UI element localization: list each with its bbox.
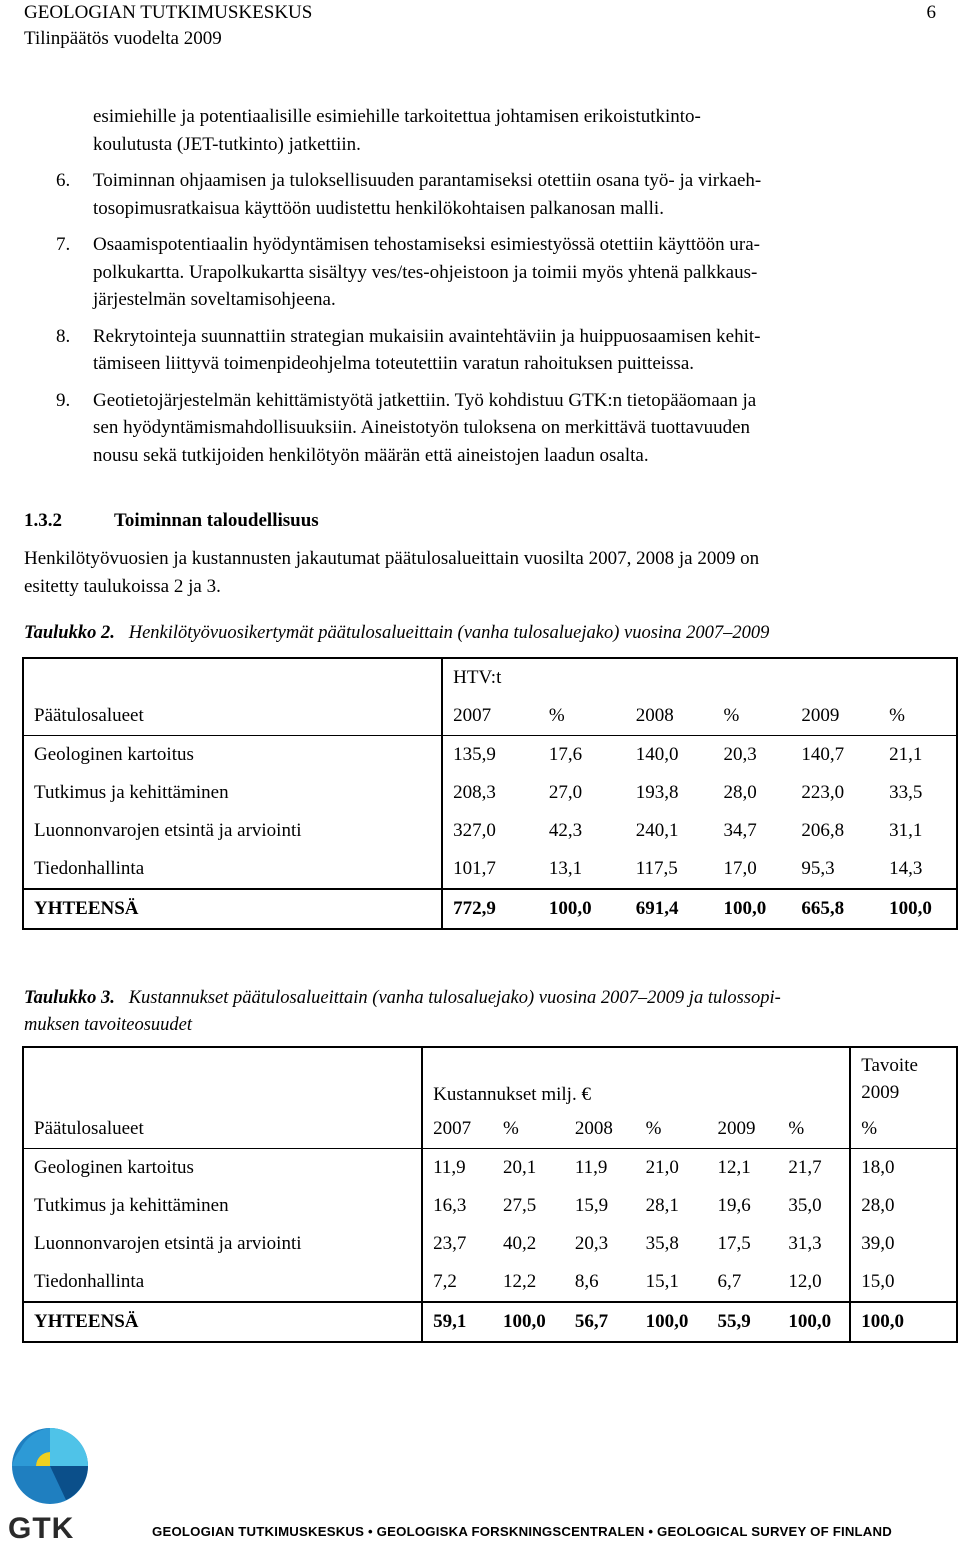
page-footer: [0, 1420, 960, 1549]
table-row: [23, 1149, 957, 1188]
table-cell: 40,2: [502, 1233, 537, 1254]
row-label: Tiedonhallinta: [23, 1263, 422, 1302]
target-header: [850, 1047, 957, 1110]
table-cell: 6,7: [717, 1271, 742, 1292]
column-header: 2009: [791, 697, 879, 736]
list-line: Geotietojärjestelmän kehittämistyötä jatkettiin. Työ kohdistuu GTK:n tietopääomaan ja: [93, 389, 757, 411]
footer-org-line: GEOLOGIAN TUTKIMUSKESKUS • GEOLOGISKA FORSKNINGSCENTRALEN • GEOLOGICAL SURVEY OF FINLAND: [152, 1524, 892, 1539]
row-label: Luonnonvarojen etsintä ja arviointi: [23, 1225, 422, 1263]
table-cell: 101,7: [453, 858, 496, 879]
table-cell: 21,7: [788, 1157, 822, 1178]
table-cell: 28,1: [645, 1195, 679, 1216]
list-line: koulutusta (JET-tutkinto) jatkettiin.: [93, 133, 361, 155]
table3-caption-label: Taulukko 3.: [24, 988, 115, 1008]
gtk-globe-logo-icon: [6, 1420, 106, 1520]
table-total-row: [23, 889, 957, 929]
list-item: [56, 387, 916, 470]
table-cell: 20,3: [574, 1233, 609, 1254]
numbered-list: [56, 103, 916, 478]
table-row: [23, 736, 957, 775]
table-cell: 140,0: [635, 744, 679, 765]
table-row: [23, 774, 957, 812]
table-cell: 28,0: [723, 782, 757, 803]
table-cell: 31,1: [889, 820, 923, 841]
target-header-line: Tavoite: [861, 1055, 918, 1076]
list-item: [56, 167, 916, 222]
column-header: %: [493, 1110, 565, 1149]
column-header: Päätulosalueet: [23, 1110, 422, 1149]
section-heading: [24, 507, 319, 535]
table-cell: 16,3: [433, 1195, 467, 1216]
table-row: [23, 1187, 957, 1225]
row-label: Tutkimus ja kehittäminen: [23, 774, 442, 812]
table-cell: 11,9: [574, 1157, 608, 1178]
table3: [22, 1046, 958, 1343]
table-cell: 28,0: [850, 1187, 957, 1225]
table3-caption: [24, 985, 914, 1039]
table-cell: 193,8: [635, 782, 679, 803]
column-header: 2008: [626, 697, 714, 736]
table-cell: 140,7: [801, 744, 845, 765]
table-cell: 117,5: [635, 858, 678, 879]
table-header-row: [23, 1110, 957, 1149]
table-cell: 12,2: [502, 1271, 537, 1292]
table-header-row: [23, 1047, 957, 1110]
list-line: Rekrytointeja suunnattiin strategian mukaisiin avaintehtäviin ja huippuosaamisen kehit-: [93, 325, 761, 347]
list-line: järjestelmän soveltamisohjeena.: [93, 289, 336, 310]
page-header: [24, 0, 936, 52]
table-cell: 100,0: [778, 1302, 850, 1342]
table-cell: 17,0: [723, 858, 757, 879]
list-line: tämiseen liittyvä toimenpideohjelma toteutettiin varatun rahoituksen puitteissa.: [93, 353, 694, 374]
table-cell: 11,9: [433, 1157, 466, 1178]
table3-caption-text: muksen tavoiteosuudet: [24, 1015, 192, 1035]
group-header: HTV:t: [453, 667, 502, 688]
list-number: 8.: [56, 325, 71, 347]
table-header-row: [23, 658, 957, 697]
row-label: Geologinen kartoitus: [23, 1149, 422, 1188]
column-header: 2007: [442, 697, 539, 736]
table-cell: 95,3: [801, 858, 835, 879]
list-line: Osaamispotentiaalin hyödyntämisen tehostamiseksi esimiestyössä otettiin käyttöön ura-: [93, 234, 760, 255]
table-cell: 19,6: [717, 1195, 751, 1216]
table-cell: 100,0: [713, 889, 791, 929]
table2: [22, 657, 958, 930]
column-header: 2009: [708, 1110, 779, 1149]
row-label: Tutkimus ja kehittäminen: [23, 1187, 422, 1225]
table-cell: 27,5: [502, 1195, 537, 1216]
table2-caption: [24, 620, 914, 647]
table-cell: 42,3: [548, 820, 583, 841]
row-label: Geologinen kartoitus: [23, 736, 442, 775]
section-number: 1.3.2: [24, 510, 62, 531]
table-cell: 100,0: [539, 889, 626, 929]
table-cell: 20,3: [723, 744, 757, 765]
table-cell: 100,0: [636, 1302, 708, 1342]
table-cell: 14,3: [889, 858, 923, 879]
paragraph-line: Henkilötyövuosien ja kustannusten jakautumat päätulosalueittain vuosilta 2007, 2008 ja 2009 on: [24, 548, 760, 569]
table-cell: 240,1: [635, 820, 679, 841]
list-item-continuation: [56, 103, 916, 158]
table-cell: 33,5: [889, 782, 923, 803]
table2-caption-text: Henkilötyövuosikertymät päätulosalueittain (vanha tulosaluejako) vuosina 2007–2009: [128, 623, 770, 643]
table-cell: 34,7: [723, 820, 757, 841]
table-cell: 135,9: [453, 744, 496, 765]
list-line: esimiehille ja potentiaalisille esimiehille tarkoitettua johtamisen erikoistutkinto-: [93, 106, 701, 127]
column-header: Päätulosalueet: [23, 697, 442, 736]
list-line: Toiminnan ohjaamisen ja tuloksellisuuden parantamiseksi otettiin osana työ- ja virkaeh-: [93, 170, 762, 191]
column-header: %: [850, 1110, 957, 1149]
table-cell: 100,0: [493, 1302, 565, 1342]
table-cell: 17,6: [548, 744, 583, 765]
target-header-line: 2009: [861, 1082, 900, 1103]
table-cell: 31,3: [788, 1233, 822, 1254]
row-label: Tiedonhallinta: [23, 850, 442, 889]
list-line: sen hyödyntämismahdollisuuksiin. Aineistotyön tuloksena on merkittävä tuottavuuden: [93, 417, 751, 438]
column-header: %: [539, 697, 626, 736]
table-cell: 13,1: [548, 858, 583, 879]
column-header: %: [778, 1110, 850, 1149]
list-item: [56, 231, 916, 314]
column-header: 2007: [422, 1110, 493, 1149]
paragraph-line: esitetty taulukoissa 2 ja 3.: [24, 576, 221, 597]
list-line: polkukartta. Urapolkukartta sisältyy ves/tes-ohjeistoon ja toimii myös yhtenä palkkaus-: [93, 261, 758, 283]
list-number: 7.: [56, 234, 71, 255]
table-cell: 100,0: [850, 1302, 957, 1342]
table-cell: 15,1: [645, 1271, 679, 1292]
table-cell: 100,0: [879, 889, 957, 929]
table-cell: 35,0: [788, 1195, 822, 1216]
table-cell: 18,0: [850, 1149, 957, 1188]
table-cell: 8,6: [574, 1271, 599, 1292]
column-header: %: [636, 1110, 708, 1149]
table-cell: 23,7: [433, 1233, 467, 1254]
body-paragraph: [24, 545, 936, 601]
table-row: [23, 812, 957, 850]
column-header: 2008: [565, 1110, 636, 1149]
table-cell: 15,9: [574, 1195, 609, 1216]
table-cell: 12,0: [788, 1271, 822, 1292]
column-header: %: [713, 697, 791, 736]
row-label: Luonnonvarojen etsintä ja arviointi: [23, 812, 442, 850]
table-cell: 27,0: [548, 782, 583, 803]
gtk-wordmark: GTK: [8, 1512, 75, 1545]
table-cell: 223,0: [801, 782, 845, 803]
table-cell: 21,0: [645, 1157, 679, 1178]
list-item: [56, 323, 916, 378]
table-header-row: [23, 697, 957, 736]
table-row: [23, 1225, 957, 1263]
table-cell: 59,1: [422, 1302, 493, 1342]
table-cell: 15,0: [850, 1263, 957, 1302]
table-cell: 691,4: [626, 889, 714, 929]
table-cell: 772,9: [442, 889, 539, 929]
list-line: nousu sekä tutkijoiden henkilötyön määrän että aineistojen laadun osalta.: [93, 444, 649, 466]
table-total-row: [23, 1302, 957, 1342]
column-header: %: [879, 697, 957, 736]
table-cell: 39,0: [850, 1225, 957, 1263]
table-cell: 55,9: [708, 1302, 779, 1342]
table-cell: 20,1: [502, 1157, 537, 1178]
list-line: tosopimusratkaisua käyttöön uudistettu henkilökohtaisen palkanosan malli.: [93, 197, 664, 219]
table-cell: 327,0: [453, 820, 496, 841]
row-label: YHTEENSÄ: [23, 1302, 422, 1342]
section-title: Toiminnan taloudellisuus: [114, 510, 319, 531]
table-cell: 12,1: [717, 1157, 751, 1178]
table-row: [23, 1263, 957, 1302]
table-cell: 665,8: [791, 889, 879, 929]
row-label: YHTEENSÄ: [23, 889, 442, 929]
table-cell: 35,8: [645, 1233, 679, 1254]
header-subtitle: Tilinpäätös vuodelta 2009: [24, 28, 222, 49]
list-number: 6.: [56, 170, 71, 191]
table3-caption-text: Kustannukset päätulosalueittain (vanha tulosaluejako) vuosina 2007–2009 ja tulossopi-: [128, 988, 781, 1008]
table-row: [23, 850, 957, 889]
table-cell: 206,8: [801, 820, 845, 841]
table-cell: 56,7: [565, 1302, 636, 1342]
table-cell: 17,5: [717, 1233, 751, 1254]
header-org: GEOLOGIAN TUTKIMUSKESKUS: [24, 2, 313, 23]
table-cell: 208,3: [453, 782, 496, 803]
group-header: Kustannukset milj. €: [433, 1084, 591, 1105]
table2-caption-label: Taulukko 2.: [24, 623, 115, 643]
table-cell: 21,1: [889, 744, 923, 765]
page-number: 6: [926, 2, 936, 23]
table-cell: 7,2: [433, 1271, 457, 1292]
list-number: 9.: [56, 389, 71, 411]
